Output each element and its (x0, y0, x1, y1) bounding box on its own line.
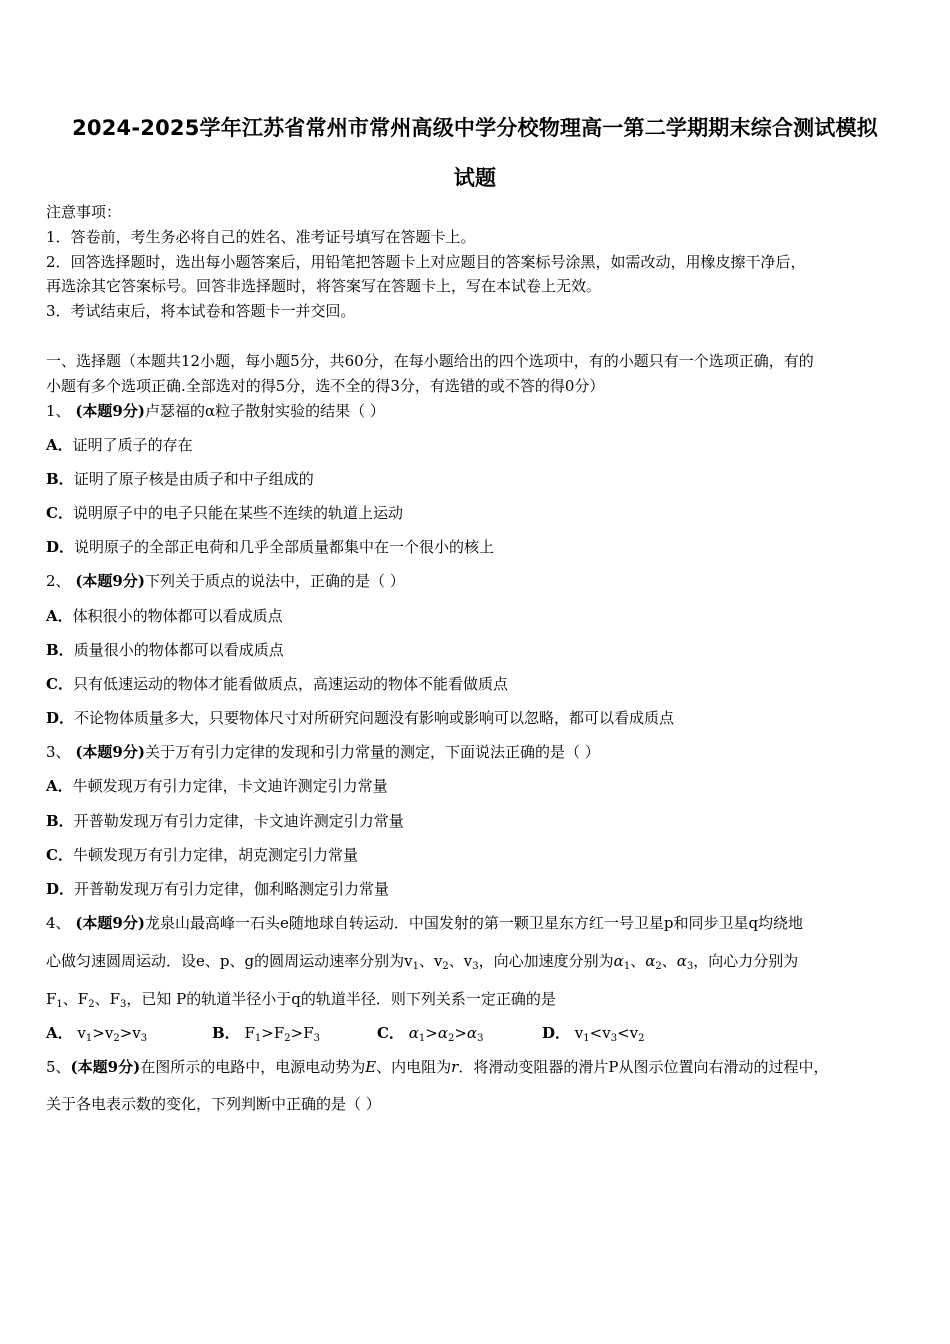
subscript: 1 (418, 1033, 426, 1044)
question-number: 2、 (46, 572, 71, 590)
subscript: 1 (412, 961, 419, 972)
question-1-option-c[interactable] (46, 503, 403, 523)
subscript: 1 (85, 1033, 93, 1044)
alpha-symbol: α (437, 1024, 448, 1042)
option-text: 不论物体质量多大，只要物体尺寸对所研究问题没有影响或影响可以忽略，都可以看成质点 (74, 709, 675, 727)
option-text: 体积很小的物体都可以看成质点 (72, 607, 283, 625)
question-4-stem (46, 913, 803, 933)
subscript: 3 (477, 1033, 484, 1044)
text-run: v (602, 1024, 611, 1042)
question-2-stem (46, 571, 405, 591)
option-label: C． (46, 846, 73, 864)
question-3-option-c[interactable] (46, 845, 358, 865)
text-run: 心做匀速圆周运动．设e、p、g的圆周运动速率分别为v (46, 952, 413, 970)
alpha-symbol: α (613, 952, 624, 970)
question-1-option-a[interactable] (46, 435, 193, 455)
text-run: > (119, 1024, 133, 1042)
question-2-option-c[interactable] (46, 674, 508, 694)
text-run: > (425, 1024, 438, 1042)
text-run: > (261, 1024, 274, 1042)
question-3-stem (46, 742, 600, 762)
subscript: 1 (254, 1033, 262, 1044)
exam-title-continued: 试题 (453, 166, 497, 190)
option-label: A． (46, 1024, 73, 1042)
subscript: 1 (583, 1033, 590, 1044)
question-score: (本题9分) (75, 743, 145, 761)
text-run: < (589, 1024, 603, 1042)
subscript: 2 (638, 1033, 645, 1044)
option-text: 证明了质子的存在 (72, 436, 193, 454)
option-label: B． (46, 641, 74, 659)
question-3-option-a[interactable] (46, 776, 388, 796)
text-run: v (104, 1024, 114, 1042)
question-text: 下列关于质点的说法中，正确的是（ ） (144, 572, 405, 590)
question-1-option-b[interactable] (46, 469, 314, 489)
option-label: A． (46, 607, 73, 625)
question-number: 4、 (46, 914, 71, 932)
subscript: 3 (140, 1033, 148, 1044)
option-text: 说明原子的全部正电荷和几乎全部质量都集中在一个很小的核上 (74, 538, 495, 556)
option-label: C． (46, 675, 73, 693)
option-label: D． (46, 709, 75, 727)
question-number: 5、 (46, 1058, 71, 1076)
question-1-stem (46, 401, 385, 421)
option-text: 只有低速运动的物体才能看做质点，高速运动的物体不能看做质点 (72, 675, 508, 693)
text-run: v (77, 1024, 86, 1042)
option-text: 质量很小的物体都可以看成质点 (73, 641, 284, 659)
subscript: 3 (313, 1033, 321, 1044)
text-run: 、v (418, 952, 443, 970)
text-run: F (303, 1024, 314, 1042)
text-run: 、F (94, 990, 121, 1008)
subscript: 3 (686, 961, 694, 972)
option-label: A． (46, 777, 73, 795)
option-text: 说明原子中的电子只能在某些不连续的轨道上运动 (72, 504, 403, 522)
option-label: D． (542, 1024, 571, 1042)
option-text: 证明了原子核是由质子和中子组成的 (73, 470, 314, 488)
emf-symbol: E (365, 1058, 377, 1076)
text-run: 、内电阻为 (376, 1058, 452, 1076)
option-label: D． (46, 880, 75, 898)
option-text: 开普勒发现万有引力定律，伽利略测定引力常量 (74, 880, 390, 898)
subscript: 3 (472, 961, 479, 972)
subscript: 1 (56, 999, 63, 1010)
exam-title: 2024-2025学年江苏省常州市常州高级中学分校物理高一第二学期期末综合测试模拟 (72, 116, 878, 140)
question-score: (本题9分) (75, 914, 145, 932)
question-2-option-b[interactable] (46, 640, 284, 660)
text-run: ，向心力分别为 (693, 952, 799, 970)
text-run: v (629, 1024, 639, 1042)
text-run: 、 (630, 952, 646, 970)
subscript: 3 (610, 1033, 618, 1044)
question-4-stem-line-3 (46, 989, 556, 1009)
text-run: v (574, 1024, 584, 1042)
text-run: > (92, 1024, 105, 1042)
question-text: 龙泉山最高峰一石头e随地球自转运动．中国发射的第一颗卫星东方红一号卫星p和同步卫星q均绕地 (144, 914, 804, 932)
text-run: < (617, 1024, 630, 1042)
question-4-option-d[interactable] (542, 1023, 645, 1043)
question-4-option-b[interactable] (212, 1023, 320, 1043)
question-2-option-a[interactable] (46, 606, 283, 626)
option-text: 开普勒发现万有引力定律，卡文迪许测定引力常量 (73, 812, 404, 830)
text-run: > (290, 1024, 304, 1042)
question-number: 1、 (46, 402, 71, 420)
text-run: F (273, 1024, 285, 1042)
question-4-options (46, 1023, 906, 1043)
subscript: 1 (623, 961, 631, 972)
text-run: 在图所示的电路中，电源电动势为 (140, 1058, 366, 1076)
subscript: 2 (447, 1033, 455, 1044)
notice-item: 1．答卷前，考生务必将自己的姓名、准考证号填写在答题卡上。 (46, 228, 476, 246)
section-header: 一、选择题（本题共12小题，每小题5分，共60分，在每小题给出的四个选项中，有的小题只有一个选项正确，有的 (46, 352, 814, 370)
option-text: 牛顿发现万有引力定律，卡文迪许测定引力常量 (72, 777, 388, 795)
alpha-symbol: α (645, 952, 656, 970)
notice-item: 2．回答选择题时，选出每小题答案后，用铅笔把答题卡上对应题目的答案标号涂黑，如需改动，用橡皮擦干净后， (46, 253, 806, 271)
notice-heading: 注意事项： (46, 203, 122, 221)
text-run: > (454, 1024, 467, 1042)
option-label: A． (46, 436, 73, 454)
option-label: B． (212, 1024, 240, 1042)
subscript: 2 (442, 961, 449, 972)
text-run: ．将滑动变阻器的滑片P从图示位置向右滑动的过程中， (458, 1058, 829, 1076)
option-label: C． (46, 504, 73, 522)
notice-item: 3．考试结束后，将本试卷和答题卡一并交回。 (46, 302, 356, 320)
question-4-stem-line-2 (46, 951, 798, 971)
subscript: 2 (88, 999, 95, 1010)
resistance-symbol: r (451, 1058, 459, 1076)
notice-item: 再选涂其它答案标号。回答非选择题时，将答案写在答题卡上，写在本试卷上无效。 (46, 277, 602, 295)
question-text: 卢瑟福的α粒子散射实验的结果（ ） (144, 402, 385, 420)
question-1-option-d[interactable] (46, 537, 494, 557)
question-5-stem (46, 1057, 828, 1077)
alpha-symbol: α (466, 1024, 478, 1042)
subscript: 3 (120, 999, 127, 1010)
question-2-option-d[interactable] (46, 708, 674, 728)
subscript: 2 (113, 1033, 120, 1044)
text-run: ，向心加速度分别为 (478, 952, 614, 970)
text-run: 、 (661, 952, 677, 970)
option-label: C． (377, 1024, 404, 1042)
text-run: ，已知 P的轨道半径小于q的轨道半径．则下列关系一定正确的是 (126, 990, 556, 1008)
question-4-option-a[interactable] (46, 1023, 147, 1043)
option-label: D． (46, 538, 75, 556)
section-header-continued: 小题有多个选项正确.全部选对的得5分，选不全的得3分，有选错的或不答的得0分） (46, 377, 605, 395)
subscript: 2 (284, 1033, 291, 1044)
question-4-option-c[interactable] (377, 1023, 483, 1043)
option-label: B． (46, 470, 74, 488)
subscript: 2 (655, 961, 662, 972)
question-score: (本题9分) (70, 1058, 141, 1076)
question-3-option-b[interactable] (46, 811, 404, 831)
question-number: 3、 (46, 743, 71, 761)
option-label: B． (46, 812, 74, 830)
text-run: F (244, 1024, 255, 1042)
alpha-symbol: α (408, 1024, 419, 1042)
text-run: 、F (62, 990, 89, 1008)
option-text: 牛顿发现万有引力定律，胡克测定引力常量 (72, 846, 358, 864)
alpha-symbol: α (676, 952, 687, 970)
question-5-stem-line-2: 关于各电表示数的变化，下列判断中正确的是（ ） (46, 1095, 381, 1113)
question-score: (本题9分) (75, 572, 145, 590)
text-run: v (132, 1024, 141, 1042)
question-text: 关于万有引力定律的发现和引力常量的测定，下面说法正确的是（ ） (144, 743, 600, 761)
text-run: 、v (448, 952, 473, 970)
question-score: (本题9分) (75, 402, 145, 420)
question-3-option-d[interactable] (46, 879, 389, 899)
text-run: F (46, 990, 57, 1008)
